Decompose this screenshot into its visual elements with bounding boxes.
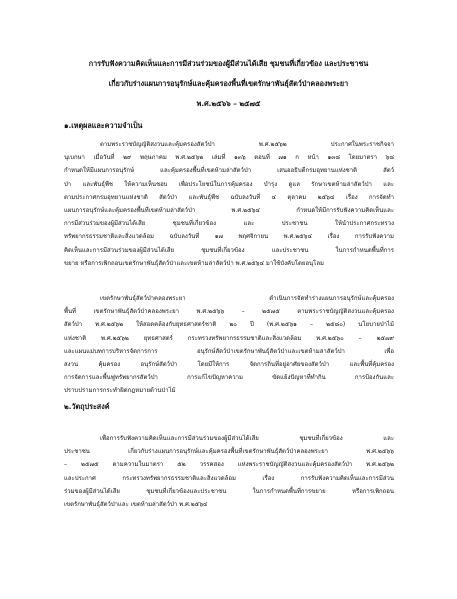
- paragraph-line: การมีส่วนร่วมของผู้มีส่วนได้เสีย ชุมชนที่เกี่ยวข้อง และ ประชาชน ให้นำประกาศกระทรวง: [64, 220, 394, 228]
- rationale-paragraph-1: [64, 138, 394, 270]
- paragraph-line: และประกาศ กระทรวงทรัพยากรธรรมชาติและสิ่งแวดล้อม เรื่อง การรับฟังความคิดเห็นและการมีส่วน: [64, 474, 394, 482]
- paragraph-line: ขยาย หรือการเพิกถอนเขตรักษาพันธุ์สัตว์ป่าและเขตห้ามล่าสัตว์ป่า พ.ศ.๒๕๖๔ มาใช้บังคับโดยอนุโลม: [64, 259, 325, 267]
- section-heading-rationale: ๑.เหตุผลและความจำเป็น: [64, 121, 143, 130]
- paragraph-line: เขตรักษาพันธุ์สัตว์ป่าคลองพระยา ดำเนินการจัดทำร่างแผนการอนุรักษ์และคุ้มครอง: [100, 295, 394, 302]
- paragraph-line: แห่งชาติ พ.ศ.๒๕๖๒ ยุทธศาสตร์ กระทรวงทรัพยากรธรรมชาติและสิ่งแวดล้อม พ.ศ.๒๕๖๐ – ๒๕๗๙: [64, 334, 394, 342]
- paragraph-line: แผนการอนุรักษ์และคุ้มครองพื้นที่เขตห้ามล่าสัตว์ป่า พ.ศ.๒๕๖๔ กำหนดให้มีการรับฟังความคิดเห็นและ: [64, 207, 394, 215]
- title-year-range: พ.ศ.๒๕๖๖ – ๒๕๗๕: [196, 99, 261, 108]
- paragraph-line: เพื่อการรับฟังความคิดเห็นและการมีส่วนร่วมของผู้มีส่วนได้เสีย ชุมชนที่เกี่ยวข้อง และ: [100, 435, 394, 442]
- paragraph-line: การจัดการและพื้นฟูทรัพยากรสัตว์ป่า การแก้ไขปัญหาความ ขัดแย้งปัญหาที่ทำกิน การป้องกันและ: [64, 374, 394, 382]
- paragraph-line: กำหนดให้มีแผนการอนุรักษ์ และคุ้มครองพื้นที่เขตห้ามล่าสัตว์ป่า เสนออธิบดีกรมอุทยานแห่งชาติ สัตว์: [64, 167, 394, 175]
- paragraph-line: ทรัพยากรธรรมชาติและสิ่งแวดล้อม ฉบับลงวันที่ ๑๗ พฤศจิกายน พ.ศ.๒๕๖๔ เรื่อง การรับฟังความ: [64, 233, 394, 241]
- paragraph-line: ป่า และพันธุ์พืช ให้ความเห็นชอบ เพื่อประโยชน์ในการคุ้มครอง บำรุง ดูแล รักษาเขตห้ามล่าสัตว์ป่า และ: [64, 180, 394, 188]
- section-heading-objectives: ๒.วัตถุประสงค์: [64, 402, 110, 411]
- paragraph-line: สัตว์ป่า พ.ศ.๒๕๖๒ ให้สอดคล้องกับยุทธศาสตร์ชาติ ๒๐ ปี (พ.ศ.๒๕๖๑ – ๒๕๘๐) นโยบายป่าไม้: [64, 321, 394, 329]
- paragraph-line: นุเบกษา เมื่อวันที่ ๒๙ พฤษภาคม พ.ศ.๒๕๖๒ เล่มที่ ๑๓๖ ตอนที่ ๗๑ ก หน้า ๑๓๘ โดยมาตรา ๖๘: [64, 154, 394, 162]
- paragraph-line: พื้นที่ เขตรักษาพันธุ์สัตว์ป่าคลองพระยา พ.ศ.๒๕๖๖ – ๒๕๗๕ ตามพระราชบัญญัติสงวนและคุ้มครอง: [64, 308, 394, 316]
- paragraph-line: ประชาชน เกี่ยวกับร่างแผนการอนุรักษ์และคุ้มครองพื้นที่เขตรักษาพันธุ์สัตว์ป่าคลองพระยา พ.ศ.๒๕๖๖: [64, 448, 394, 456]
- document-title: [40, 54, 417, 114]
- title-line: การรับฟังความคิดเห็นและการมีส่วนร่วมของผู้มีส่วนได้เสีย ชุมชนที่เกี่ยวข้อง และประชาชน: [88, 59, 369, 68]
- paragraph-line: เขตรักษาพันธุ์สัตว์ป่าและ เขตห้ามล่าสัตว์ป่า พ.ศ.๒๕๖๔: [64, 501, 208, 509]
- paragraph-line: และแผนแม่บทการบริหารจัดการการ อนุรักษ์สัตว์ป่าเขตรักษาพันธุ์สัตว์ป่าและเขตห้ามล่าสัตว์ป่า เพื่อ: [64, 347, 394, 355]
- paragraph-line: ปราบปรามการกระทำผิดกฎหมายด้านป่าไม้: [64, 387, 176, 395]
- paragraph-line: ตามประกาศกรมอุทยานแห่งชาติ สัตว์ป่า และพันธุ์พืช ฉบับลงวันที่ ๔ ตุลาคม ๒๕๖๔ เรื่อง การจัดทำ: [64, 193, 394, 201]
- paragraph-line: – ๒๕๗๕ ตามความในมาตรา ๕๒ วรรคสอง แห่งพระราชบัญญัติสงวนและคุ้มครองสัตว์ป่า พ.ศ.๒๕๖๒: [64, 461, 394, 469]
- title-line: เกี่ยวกับร่างแผนการอนุรักษ์และคุ้มครองพื้นที่เขตรักษาพันธุ์สัตว์ป่าคลองพระยา: [108, 79, 349, 88]
- paragraph-line: ร่วมของผู้มีส่วนได้เสีย ชุมชนที่เกี่ยวข้องและประชาชน ในการกำหนดพื้นที่การขยาย หรือการเพิกถอน: [64, 487, 394, 495]
- paragraph-line: ตามพระราชบัญญัติสงวนและคุ้มครองสัตว์ป่า พ.ศ.๒๕๖๒ ประกาศในพระราชกิจจา: [100, 141, 394, 148]
- paragraph-line: คิดเห็นและการมีส่วนร่วมของผู้มีส่วนได้เสีย ชุมชนที่เกี่ยวข้อง และประชาชน ในการกำหนดพื้นที่การ: [64, 246, 394, 254]
- paragraph-line: สงวน คุ้มครอง อนุรักษ์สัตว์ป่า โดยมีให้การ จัดการถิ่นที่อยู่อาศัยของสัตว์ป่า และพื้นที่คุ้มครอง: [64, 361, 394, 369]
- objectives-paragraph: [64, 432, 394, 511]
- rationale-paragraph-2: [64, 292, 394, 398]
